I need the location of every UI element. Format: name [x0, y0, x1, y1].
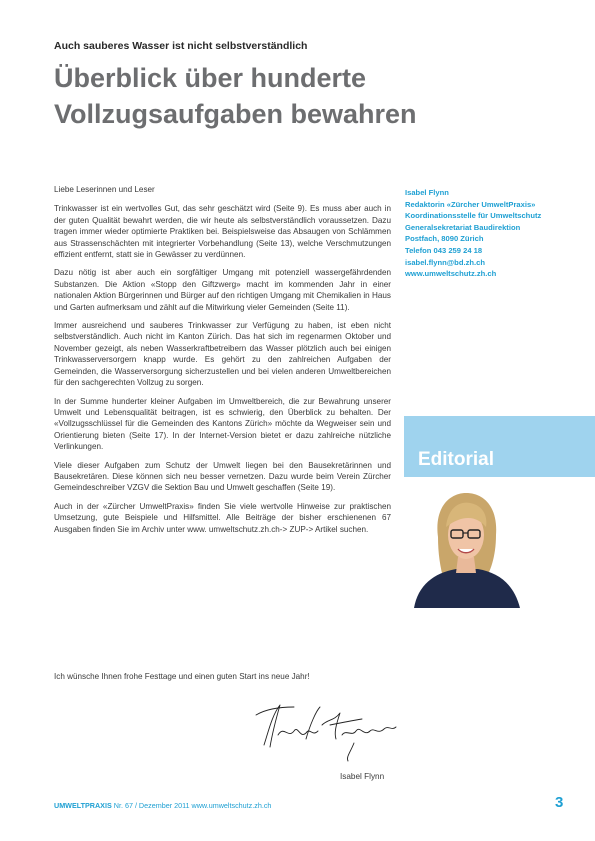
section-label: Editorial	[418, 449, 495, 470]
handwritten-signature	[250, 695, 400, 765]
footer-url[interactable]: www.umweltschutz.zh.ch	[191, 801, 272, 810]
paragraph: Auch in der «Zürcher UmweltPraxis» finden Sie viele wertvolle Hinweise zur praktischen Umsetzung, gute Beispiele und Hilfsmittel. Alle Beiträge der bisher erschienenen 67 Ausgaben finden Sie im Archiv unter www. umweltschutz.zh.ch-> ZUP-> Artikel suchen.	[54, 501, 391, 534]
footer	[54, 801, 271, 810]
closing-line: Ich wünsche Ihnen frohe Festtage und einen guten Start ins neue Jahr!	[54, 672, 310, 681]
article-body	[54, 184, 391, 542]
contact-phone: Telefon 043 259 24 18	[405, 245, 483, 255]
kicker: Auch sauberes Wasser ist nicht selbstverständlich	[54, 40, 308, 52]
paragraph: Dazu nötig ist aber auch ein sorgfältiger Umgang mit potenziell wassergefährdenden Substanzen. Die Aktion «Stopp den Giftzwerg» macht im kommenden Jahr in einer nationalen Aktion Bürgerinnen und Bürger auf den richtigen Umgang mit Chemikalien in Haus und Garten aufmerksam und zählt auf die Mitwirkung vieler Gemeinden (Seite 11).	[54, 268, 391, 312]
contact-email-link[interactable]: isabel.flynn@bd.zh.ch	[405, 257, 485, 267]
contact-box	[405, 187, 590, 280]
contact-address: Postfach, 8090 Zürich	[405, 234, 484, 244]
contact-name: Isabel Flynn	[405, 188, 449, 197]
signed-name: Isabel Flynn	[340, 772, 385, 781]
footer-brand: UMWELTPRAXIS	[54, 801, 112, 810]
paragraph: Trinkwasser ist ein wertvolles Gut, das sehr geschätzt wird (Seite 9). Es muss aber auch in der guten Qualität bewahrt werden, die wir heute als selbstverständlich voraussetzen. Dazu tragen immer wieder optimierte Praktiken bei. Beispielsweise das Absaugen von Schlämmen aus Strassenschächten mit integrierter Vorbehandlung (Seite 13), welche Verschmutzungen effizient entfernt, statt sie in Gewässer zu verdünnen.	[54, 204, 391, 260]
paragraph: Immer ausreichend und sauberes Trinkwasser zur Verfügung zu haben, ist eben nicht selbstverständlich. Auch nicht im Kanton Zürich. Das hat sich im regenarmen Oktober und November gezeigt, als neben Wasserkraftbetreibern das Wasser plötzlich auch bei einigen Trinkwasserversorgern knapp wurde. Es gehört zu den zahlreichen Aufgaben der Gemeinden, die Wasserversorgung sicherzustellen und bei vielen anderen Umweltbereichen für den sachgerechten Vollzug zu sorgen.	[54, 321, 391, 388]
contact-website-link[interactable]: www.umweltschutz.zh.ch	[405, 269, 497, 279]
author-portrait	[404, 477, 595, 608]
contact-role: Redaktorin «Zürcher UmweltPraxis»	[405, 199, 536, 209]
section-band	[404, 416, 595, 477]
paragraph: Viele dieser Aufgaben zum Schutz der Umwelt liegen bei den Bausekretärinnen und Bausekretären. Diese können sich neu besser vernetzen. Dazu wurde beim Verein Zürcher Gemeindeschreiber VZGV die Sektion Bau und Umwelt geschaffen (Seite 19).	[54, 460, 391, 493]
paragraph: In der Summe hunderter kleiner Aufgaben im Umweltbereich, die zur Bewahrung unserer Umwelt und Lebensqualität beitragen, ist es schwierig, den Überblick zu behalten. Der «Vollzugsschlüssel für die Gemeinden des Kantons Zürich» möchte da Wegweiser sein und Orientierung bieten (Seite 17). In der Internet-Version bietet er dazu zahlreiche nützliche Verlinkungen.	[54, 396, 391, 452]
salutation: Liebe Leserinnen und Leser	[54, 185, 155, 194]
contact-unit: Koordinationsstelle für Umweltschutz	[405, 211, 542, 221]
page-title: Überblick über hunderte Vollzugsaufgaben bewahren	[54, 63, 417, 129]
page-number: 3	[555, 794, 564, 811]
contact-department: Generalsekretariat Baudirektion	[405, 222, 521, 232]
footer-issue: Nr. 67 / Dezember 2011	[113, 801, 190, 810]
